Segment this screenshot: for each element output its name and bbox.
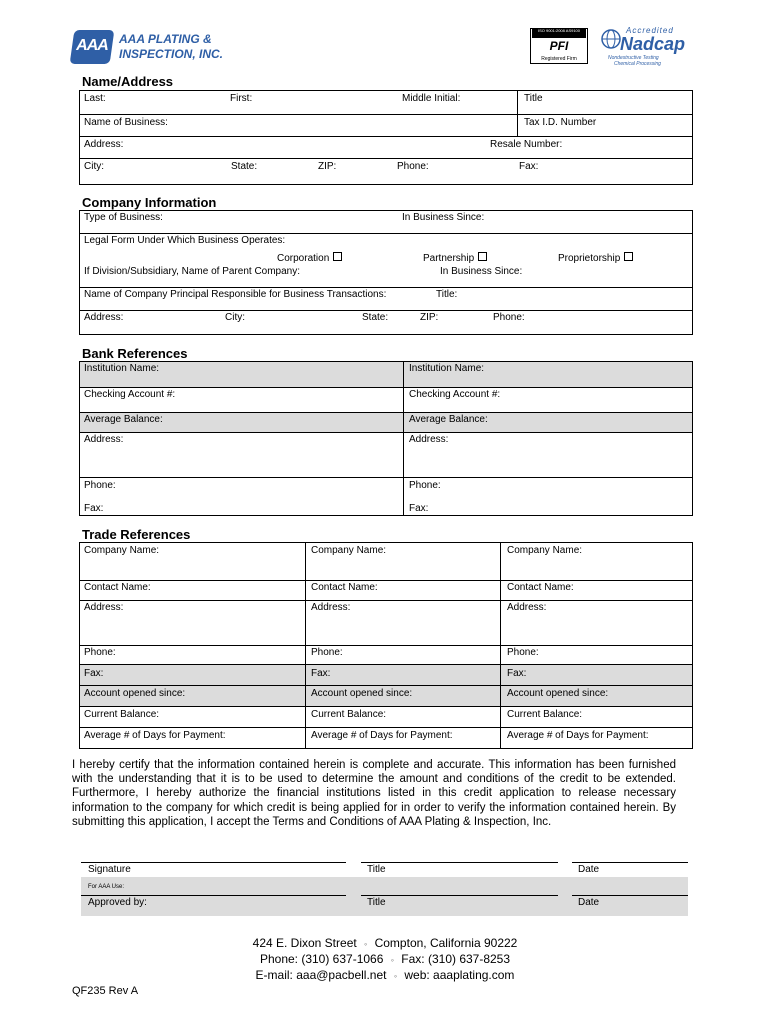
- footer-phone: Phone: (310) 637-1066: [259, 952, 384, 966]
- signature-line: [81, 862, 346, 863]
- logo-mark-text: AAA: [76, 37, 108, 54]
- divider: [79, 645, 693, 646]
- divider: [79, 387, 693, 388]
- trade3-avg-days-label: Average # of Days for Payment:: [507, 730, 649, 741]
- nadcap-accredited-text: Accredited: [626, 26, 674, 35]
- bank2-phone-label: Phone:: [409, 480, 441, 491]
- divider: [79, 432, 693, 433]
- bank-refs-box: [79, 361, 693, 516]
- title-label: Title: [524, 93, 543, 104]
- registered-firm-text: Registered Firm: [541, 56, 577, 62]
- bank2-checking-label: Checking Account #:: [409, 389, 501, 400]
- signature-title-label: Title: [367, 864, 386, 875]
- divider: [79, 310, 693, 311]
- company-info-heading: Company Information: [82, 195, 217, 210]
- corporation-option[interactable]: [277, 252, 342, 265]
- principal-label: Name of Company Principal Responsible for Business Transactions:: [84, 289, 387, 300]
- trade2-contact-label: Contact Name:: [311, 582, 378, 593]
- title-line: [361, 862, 558, 863]
- nadcap-globe-icon: [600, 28, 622, 50]
- divider: [79, 600, 693, 601]
- trade3-company-label: Company Name:: [507, 545, 583, 556]
- approval-title-label: Title: [367, 897, 386, 908]
- company-logo: [72, 28, 222, 68]
- trade2-phone-label: Phone:: [311, 647, 343, 658]
- parent-company-label: If Division/Subsidiary, Name of Parent Company:: [84, 266, 301, 277]
- approval-line: [81, 895, 346, 896]
- tax-id-label: Tax I.D. Number: [524, 117, 597, 128]
- middle-initial-label: Middle Initial:: [402, 93, 461, 104]
- last-name-label: Last:: [84, 93, 106, 104]
- divider: [79, 158, 693, 159]
- footer-fax: Fax: (310) 637-8253: [401, 952, 511, 966]
- bank1-fax-label: Fax:: [84, 503, 104, 514]
- bank2-institution-label: Institution Name:: [409, 363, 485, 374]
- divider: [79, 706, 693, 707]
- divider: [79, 664, 693, 665]
- company-city-label: City:: [225, 312, 245, 323]
- company-phone-label: Phone:: [493, 312, 525, 323]
- approval-date-line: [572, 895, 688, 896]
- date-line: [572, 862, 688, 863]
- footer-bullet: ◦: [393, 971, 398, 981]
- address-label: Address:: [84, 139, 124, 150]
- trade2-avg-days-label: Average # of Days for Payment:: [311, 730, 453, 741]
- state-label: State:: [231, 161, 258, 172]
- trade1-phone-label: Phone:: [84, 647, 116, 658]
- in-business-since-label-2: In Business Since:: [440, 266, 523, 277]
- divider: [79, 477, 693, 478]
- trade1-address-label: Address:: [84, 602, 124, 613]
- trade1-balance-label: Current Balance:: [84, 709, 160, 720]
- trade2-address-label: Address:: [311, 602, 351, 613]
- proprietorship-option[interactable]: [558, 252, 633, 265]
- divider: [79, 412, 693, 413]
- signature-label: Signature: [88, 864, 131, 875]
- trade1-account-opened-label: Account opened since:: [84, 688, 186, 699]
- bank2-address-label: Address:: [409, 434, 449, 445]
- trade1-contact-label: Contact Name:: [84, 582, 151, 593]
- nadcap-accreditation-logo: [600, 24, 690, 68]
- bank-refs-heading: Bank References: [82, 346, 188, 361]
- iso-cert-text: ISO 9001:2008 AS9100: [532, 29, 586, 38]
- first-name-label: First:: [230, 93, 253, 104]
- for-aaa-use-label: For AAA Use:: [88, 884, 125, 890]
- signature-date-label: Date: [578, 864, 600, 875]
- trade3-account-opened-label: Account opened since:: [507, 688, 609, 699]
- footer-street: 424 E. Dixon Street: [252, 936, 357, 950]
- trade1-fax-label: Fax:: [84, 668, 104, 679]
- nadcap-name: Nadcap: [620, 34, 686, 54]
- divider: [79, 114, 693, 115]
- footer-web: web: aaaplating.com: [404, 968, 515, 982]
- partnership-label: Partnership: [423, 253, 475, 264]
- company-address-label: Address:: [84, 312, 124, 323]
- proprietorship-label: Proprietorship: [558, 253, 621, 264]
- company-name-line1: AAA PLATING &: [119, 32, 212, 46]
- divider: [79, 580, 693, 581]
- trade3-fax-label: Fax:: [507, 668, 527, 679]
- company-name-line2: INSPECTION, INC.: [119, 47, 224, 61]
- trade2-fax-label: Fax:: [311, 668, 331, 679]
- bank1-institution-label: Institution Name:: [84, 363, 160, 374]
- fax-label: Fax:: [519, 161, 539, 172]
- nadcap-sub1: Nondestructive Testing: [608, 55, 659, 61]
- footer-bullet: ◦: [390, 955, 394, 965]
- divider: [79, 685, 693, 686]
- trade1-company-label: Company Name:: [84, 545, 160, 556]
- trade3-phone-label: Phone:: [507, 647, 539, 658]
- divider: [79, 287, 693, 288]
- bank1-checking-label: Checking Account #:: [84, 389, 176, 400]
- legal-form-label: Legal Form Under Which Business Operates:: [84, 235, 286, 246]
- business-name-label: Name of Business:: [84, 117, 168, 128]
- corporation-checkbox[interactable]: [333, 252, 342, 261]
- trade-refs-heading: Trade References: [82, 527, 191, 542]
- certification-paragraph: I hereby certify that the information contained herein is complete and accurate. This information has been furnished with the understanding that it is to be used to determine the amount and conditions of the credit to be extended. Furthermore, I hereby authorize the financial institutions listed in this credit application to release necessary information to the company for which credit is being applied for in order to verify the information contained herein. By submitting this application, I accept the Terms and Conditions of AAA Plating & Inspection, Inc.: [72, 759, 676, 828]
- phone-label: Phone:: [397, 161, 429, 172]
- name-address-heading: Name/Address: [82, 74, 174, 89]
- company-state-label: State:: [362, 312, 389, 323]
- bank2-fax-label: Fax:: [409, 503, 429, 514]
- partnership-option[interactable]: [423, 252, 487, 265]
- footer-city: Compton, California 90222: [374, 936, 518, 950]
- trade2-balance-label: Current Balance:: [311, 709, 387, 720]
- pfi-text: PFI: [549, 39, 569, 53]
- city-label: City:: [84, 161, 104, 172]
- pfi-certification-badge: [530, 28, 588, 64]
- nadcap-sub2: Chemical Processing: [614, 61, 661, 67]
- divider: [517, 90, 518, 136]
- type-of-business-label: Type of Business:: [84, 212, 163, 223]
- divider: [79, 233, 693, 234]
- bank2-avg-balance-label: Average Balance:: [409, 414, 488, 425]
- in-business-since-label: In Business Since:: [402, 212, 485, 223]
- footer-contact-line: [0, 968, 770, 982]
- divider: [79, 727, 693, 728]
- footer-bullet: ◦: [364, 939, 368, 949]
- bank1-address-label: Address:: [84, 434, 124, 445]
- name-address-box: [79, 90, 693, 185]
- bank1-avg-balance-label: Average Balance:: [84, 414, 163, 425]
- trade2-company-label: Company Name:: [311, 545, 387, 556]
- trade3-contact-label: Contact Name:: [507, 582, 574, 593]
- approval-title-line: [361, 895, 558, 896]
- footer-email: E-mail: aaa@pacbell.net: [255, 968, 387, 982]
- resale-number-label: Resale Number:: [490, 139, 563, 150]
- principal-title-label: Title:: [436, 289, 458, 300]
- footer-address-line: [0, 936, 770, 950]
- corporation-label: Corporation: [277, 253, 330, 264]
- company-zip-label: ZIP:: [420, 312, 439, 323]
- footer-phone-line: [0, 952, 770, 966]
- divider: [79, 136, 693, 137]
- form-id: QF235 Rev A: [72, 985, 139, 997]
- trade2-account-opened-label: Account opened since:: [311, 688, 413, 699]
- trade3-address-label: Address:: [507, 602, 547, 613]
- approved-by-label: Approved by:: [88, 897, 147, 908]
- partnership-checkbox[interactable]: [478, 252, 487, 261]
- zip-label: ZIP:: [318, 161, 337, 172]
- approval-date-label: Date: [578, 897, 600, 908]
- trade3-balance-label: Current Balance:: [507, 709, 583, 720]
- divider: [403, 361, 404, 516]
- proprietorship-checkbox[interactable]: [624, 252, 633, 261]
- trade1-avg-days-label: Average # of Days for Payment:: [84, 730, 226, 741]
- bank1-phone-label: Phone:: [84, 480, 116, 491]
